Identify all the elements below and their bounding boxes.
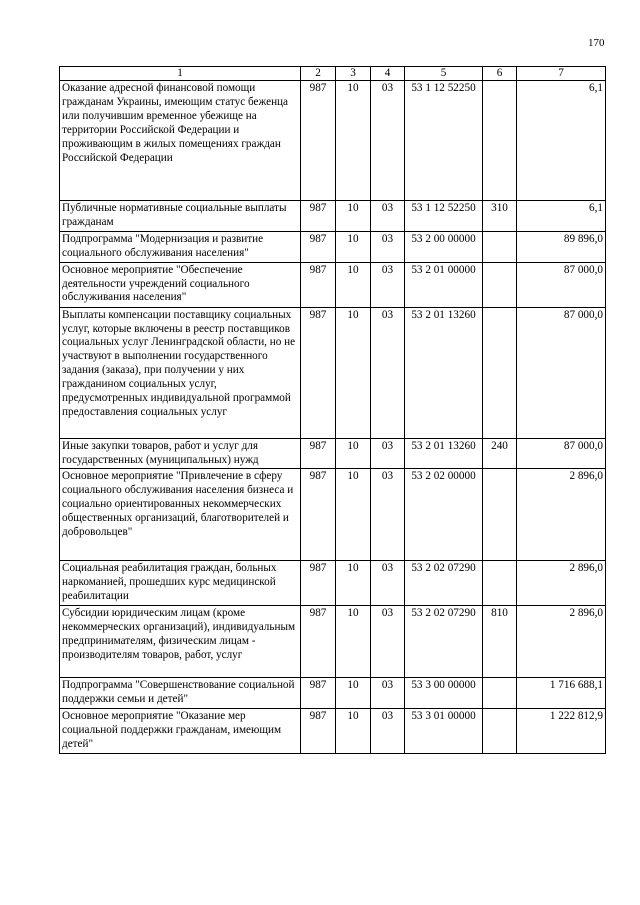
table-row	[60, 709, 606, 754]
row-name-cell: Оказание адресной финансовой помощи гражданам Украины, имеющим статус беженца или получившим временное убежище на территории Российской Федерации и проживающим в жилых помещениях граждан Российской Федерации	[60, 81, 301, 201]
row-section-cell: 10	[336, 678, 371, 709]
row-target-article-cell: 53 2 01 00000	[405, 262, 483, 307]
row-grbs-cell: 987	[301, 307, 336, 438]
row-section-cell: 10	[336, 469, 371, 561]
table-row	[60, 469, 606, 561]
row-target-article-cell: 53 2 02 07290	[405, 606, 483, 678]
row-name-cell: Подпрограмма "Модернизация и развитие социального обслуживания населения"	[60, 231, 301, 262]
header-cell-4: 4	[371, 67, 405, 81]
row-target-article-cell: 53 2 02 07290	[405, 561, 483, 606]
row-amount-cell: 2 896,0	[517, 469, 606, 561]
row-subsection-cell: 03	[371, 307, 405, 438]
row-subsection-cell: 03	[371, 438, 405, 469]
row-grbs-cell: 987	[301, 678, 336, 709]
row-expense-type-cell: 310	[483, 201, 517, 232]
row-subsection-cell: 03	[371, 678, 405, 709]
row-amount-cell: 87 000,0	[517, 438, 606, 469]
row-grbs-cell: 987	[301, 262, 336, 307]
row-expense-type-cell	[483, 469, 517, 561]
row-expense-type-cell: 240	[483, 438, 517, 469]
row-subsection-cell: 03	[371, 606, 405, 678]
row-grbs-cell: 987	[301, 231, 336, 262]
row-subsection-cell: 03	[371, 709, 405, 754]
row-grbs-cell: 987	[301, 709, 336, 754]
table-row	[60, 307, 606, 438]
row-amount-cell: 1 222 812,9	[517, 709, 606, 754]
header-cell-6: 6	[483, 67, 517, 81]
row-expense-type-cell	[483, 561, 517, 606]
row-amount-cell: 2 896,0	[517, 561, 606, 606]
row-expense-type-cell: 810	[483, 606, 517, 678]
row-subsection-cell: 03	[371, 561, 405, 606]
header-cell-5: 5	[405, 67, 483, 81]
header-cell-3: 3	[336, 67, 371, 81]
table-row	[60, 606, 606, 678]
row-target-article-cell: 53 2 01 13260	[405, 438, 483, 469]
row-subsection-cell: 03	[371, 262, 405, 307]
header-cell-1: 1	[60, 67, 301, 81]
row-subsection-cell: 03	[371, 81, 405, 201]
row-section-cell: 10	[336, 262, 371, 307]
header-row	[60, 67, 606, 81]
row-target-article-cell: 53 2 00 00000	[405, 231, 483, 262]
row-section-cell: 10	[336, 709, 371, 754]
row-target-article-cell: 53 1 12 52250	[405, 201, 483, 232]
table-row	[60, 81, 606, 201]
row-target-article-cell: 53 3 00 00000	[405, 678, 483, 709]
row-section-cell: 10	[336, 561, 371, 606]
table-row	[60, 262, 606, 307]
row-target-article-cell: 53 3 01 00000	[405, 709, 483, 754]
row-subsection-cell: 03	[371, 231, 405, 262]
header-cell-2: 2	[301, 67, 336, 81]
row-expense-type-cell	[483, 709, 517, 754]
row-amount-cell: 2 896,0	[517, 606, 606, 678]
row-grbs-cell: 987	[301, 438, 336, 469]
row-amount-cell: 87 000,0	[517, 262, 606, 307]
row-expense-type-cell	[483, 262, 517, 307]
row-section-cell: 10	[336, 307, 371, 438]
row-expense-type-cell	[483, 307, 517, 438]
row-grbs-cell: 987	[301, 81, 336, 201]
row-name-cell: Основное мероприятие "Привлечение в сферу социального обслуживания населения бизнеса и социально ориентированных некоммерческих общественных организаций, благотворителей и добровольцев"	[60, 469, 301, 561]
row-name-cell: Подпрограмма "Совершенствование социальной поддержки семьи и детей"	[60, 678, 301, 709]
table-row	[60, 561, 606, 606]
row-name-cell: Субсидии юридическим лицам (кроме некоммерческих организаций), индивидуальным предпринимателям, физическим лицам - производителям товаров, работ, услуг	[60, 606, 301, 678]
row-grbs-cell: 987	[301, 606, 336, 678]
row-subsection-cell: 03	[371, 201, 405, 232]
table-row	[60, 231, 606, 262]
row-amount-cell: 6,1	[517, 201, 606, 232]
row-grbs-cell: 987	[301, 201, 336, 232]
row-expense-type-cell	[483, 231, 517, 262]
row-target-article-cell: 53 2 02 00000	[405, 469, 483, 561]
page-number: 170	[588, 37, 605, 49]
row-section-cell: 10	[336, 81, 371, 201]
row-section-cell: 10	[336, 231, 371, 262]
row-grbs-cell: 987	[301, 469, 336, 561]
row-section-cell: 10	[336, 438, 371, 469]
row-expense-type-cell	[483, 678, 517, 709]
budget-table	[59, 66, 606, 754]
row-name-cell: Выплаты компенсации поставщику социальных услуг, которые включены в реестр поставщиков социальных услуг Ленинградской области, но не участвуют в выполнении государственного задания (заказа), при получении у них гражданином социальных услуг, предусмотренных индивидуальной программой предоставления социальных услуг	[60, 307, 301, 438]
row-amount-cell: 1 716 688,1	[517, 678, 606, 709]
row-amount-cell: 6,1	[517, 81, 606, 201]
row-amount-cell: 87 000,0	[517, 307, 606, 438]
row-amount-cell: 89 896,0	[517, 231, 606, 262]
row-grbs-cell: 987	[301, 561, 336, 606]
table-row	[60, 678, 606, 709]
row-target-article-cell: 53 1 12 52250	[405, 81, 483, 201]
row-name-cell: Основное мероприятие "Оказание мер социальной поддержки гражданам, имеющим детей"	[60, 709, 301, 754]
row-subsection-cell: 03	[371, 469, 405, 561]
row-section-cell: 10	[336, 606, 371, 678]
row-name-cell: Иные закупки товаров, работ и услуг для государственных (муниципальных) нужд	[60, 438, 301, 469]
row-name-cell: Социальная реабилитация граждан, больных наркоманией, прошедших курс медицинской реабилитации	[60, 561, 301, 606]
header-cell-7: 7	[517, 67, 606, 81]
table-row	[60, 201, 606, 232]
row-section-cell: 10	[336, 201, 371, 232]
row-expense-type-cell	[483, 81, 517, 201]
row-name-cell: Публичные нормативные социальные выплаты гражданам	[60, 201, 301, 232]
table-row	[60, 438, 606, 469]
row-target-article-cell: 53 2 01 13260	[405, 307, 483, 438]
row-name-cell: Основное мероприятие "Обеспечение деятельности учреждений социального обслуживания населения"	[60, 262, 301, 307]
